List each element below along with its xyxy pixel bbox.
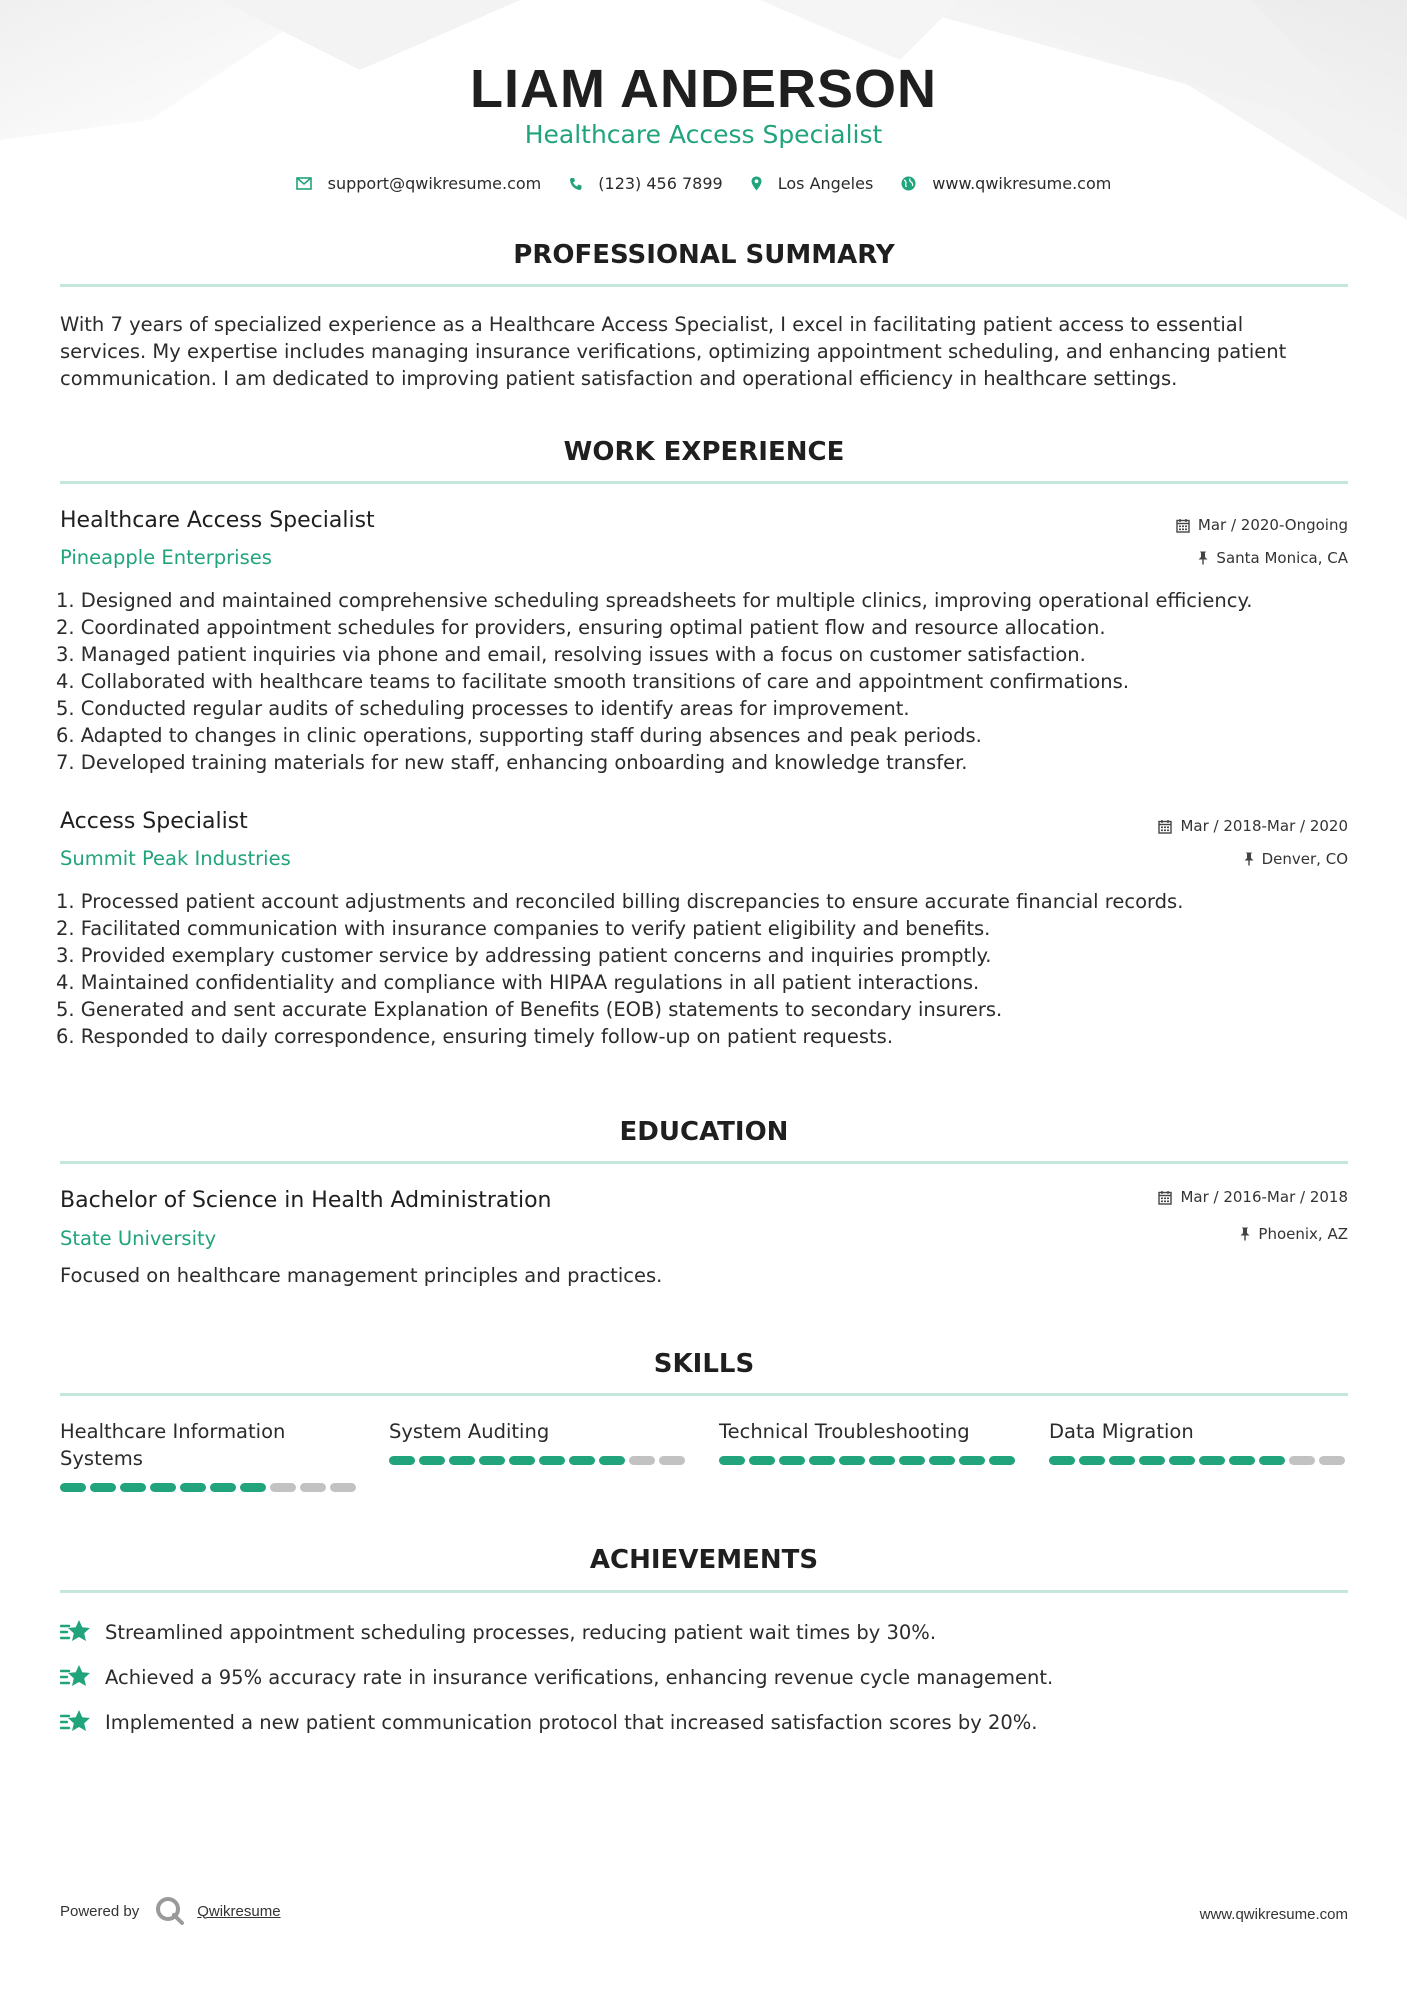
skill-segment-filled [569, 1456, 595, 1465]
skill-segment-empty [1319, 1456, 1345, 1465]
skill-segment-filled [419, 1456, 445, 1465]
duty-item: 1. Designed and maintained comprehensive scheduling spreadsheets for multiple clinics, improving operational efficiency. [56, 589, 1253, 612]
summary-line: communication. I am dedicated to improving patient satisfaction and operational efficiency in healthcare settings. [60, 367, 1178, 390]
duty-item: 2. Facilitated communication with insurance companies to verify patient eligibility and benefits. [56, 917, 991, 940]
school-name: State University [60, 1227, 217, 1250]
skill-segment-filled [959, 1456, 985, 1465]
skill-segment-filled [1109, 1456, 1135, 1465]
skill-segment-empty [300, 1483, 326, 1492]
skill-segment-filled [509, 1456, 535, 1465]
section-divider [60, 284, 1348, 287]
skill-segment-filled [899, 1456, 925, 1465]
skill-name-line: Data Migration [1049, 1420, 1194, 1443]
skill-segment-empty [659, 1456, 685, 1465]
skill-segment-filled [719, 1456, 745, 1465]
duty-item: 5. Conducted regular audits of scheduling processes to identify areas for improvement. [56, 697, 910, 720]
job-title: Access Specialist [60, 809, 248, 834]
job-dates [1158, 817, 1348, 835]
summary-line: services. My expertise includes managing insurance verifications, optimizing appointment scheduling, and enhancing patient [60, 340, 1287, 363]
job-location-text: Denver, CO [1261, 850, 1348, 868]
section-heading-achievements: ACHIEVEMENTS [589, 1545, 819, 1575]
education-dates [1158, 1188, 1348, 1206]
skill-segment-filled [1079, 1456, 1105, 1465]
phone-icon [569, 177, 582, 191]
skill-segment-filled [1139, 1456, 1165, 1465]
duty-item: 7. Developed training materials for new staff, enhancing onboarding and knowledge transfer. [56, 751, 968, 774]
contact-bar [0, 174, 1407, 193]
contact-phone[interactable] [569, 174, 722, 193]
skill-level-bar [719, 1456, 1015, 1465]
skill-name-line: Technical Troubleshooting [719, 1420, 970, 1443]
contact-email[interactable] [296, 174, 542, 193]
skill-segment-filled [929, 1456, 955, 1465]
job-duties-list [56, 888, 1356, 1050]
footer-powered-by [60, 1896, 281, 1926]
skill-segment-filled [479, 1456, 505, 1465]
powered-by-label: Powered by [60, 1902, 140, 1920]
candidate-name: LIAM ANDERSON [470, 59, 937, 119]
section-heading-education: EDUCATION [619, 1117, 789, 1147]
duty-item: 2. Coordinated appointment schedules for providers, ensuring optimal patient flow and resource allocation. [56, 616, 1106, 639]
skill-segment-empty [270, 1483, 296, 1492]
company-name: Pineapple Enterprises [60, 546, 272, 569]
skill-segment-filled [539, 1456, 565, 1465]
skill-segment-filled [150, 1483, 176, 1492]
website-text: www.qwikresume.com [932, 174, 1112, 193]
degree-title: Bachelor of Science in Health Administration [60, 1188, 552, 1213]
job-location [1244, 850, 1348, 868]
map-pin-icon [751, 176, 762, 191]
skill-segment-filled [449, 1456, 475, 1465]
section-heading-skills: SKILLS [653, 1349, 755, 1379]
section-heading-summary: PROFESSIONAL SUMMARY [513, 240, 895, 270]
summary-line: With 7 years of specialized experience as a Healthcare Access Specialist, I excel in facilitating patient access to essential [60, 313, 1244, 336]
qwikresume-link[interactable]: Qwikresume [197, 1902, 281, 1920]
skill-segment-filled [210, 1483, 236, 1492]
calendar-icon [1158, 819, 1172, 834]
location-text: Los Angeles [777, 174, 874, 193]
job-dates-text: Mar / 2018-Mar / 2020 [1180, 817, 1348, 835]
skill-segment-empty [629, 1456, 655, 1465]
skill-segment-filled [120, 1483, 146, 1492]
education-location-text: Phoenix, AZ [1258, 1225, 1348, 1243]
contact-location [751, 174, 874, 193]
duty-item: 3. Provided exemplary customer service by addressing patient concerns and inquiries promptly. [56, 944, 992, 967]
skill-level-bar [389, 1456, 685, 1465]
skill-segment-filled [389, 1456, 415, 1465]
duty-item: 6. Adapted to changes in clinic operations, supporting staff during absences and peak periods. [56, 724, 982, 747]
summary-text [60, 311, 1350, 392]
skill-segment-filled [779, 1456, 805, 1465]
calendar-icon [1176, 518, 1190, 533]
skill-name-line: System Auditing [389, 1420, 550, 1443]
achievement-text: Achieved a 95% accuracy rate in insurance verifications, enhancing revenue cycle management. [105, 1665, 1054, 1689]
section-heading-experience: WORK EXPERIENCE [563, 437, 845, 467]
duty-item: 6. Responded to daily correspondence, ensuring timely follow-up on patient requests. [56, 1025, 894, 1048]
qwikresume-logo-icon [155, 1896, 185, 1926]
job-location-text: Santa Monica, CA [1216, 549, 1348, 567]
candidate-title: Healthcare Access Specialist [524, 120, 883, 149]
skill-segment-filled [809, 1456, 835, 1465]
skill-name-line: Systems [60, 1447, 143, 1470]
skill-segment-filled [90, 1483, 116, 1492]
section-divider [60, 1590, 1348, 1593]
skill-segment-filled [869, 1456, 895, 1465]
star-icon [60, 1709, 91, 1735]
footer-website[interactable]: www.qwikresume.com [1199, 1906, 1348, 1923]
skill-level-bar [1049, 1456, 1345, 1465]
achievement-item [60, 1709, 1038, 1735]
pushpin-icon [1198, 551, 1208, 565]
skill-segment-filled [989, 1456, 1015, 1465]
skill-segment-filled [749, 1456, 775, 1465]
skill-segment-filled [1259, 1456, 1285, 1465]
skill-segment-filled [60, 1483, 86, 1492]
skill-segment-filled [1049, 1456, 1075, 1465]
skill-name [389, 1418, 689, 1445]
skill-segment-filled [839, 1456, 865, 1465]
duty-item: 3. Managed patient inquiries via phone and email, resolving issues with a focus on customer satisfaction. [56, 643, 1086, 666]
job-duties-list [56, 587, 1356, 776]
skill-segment-filled [1169, 1456, 1195, 1465]
skill-segment-filled [1199, 1456, 1225, 1465]
phone-text: (123) 456 7899 [598, 174, 723, 193]
duty-item: 4. Collaborated with healthcare teams to facilitate smooth transitions of care and appointment confirmations. [56, 670, 1130, 693]
skill-segment-empty [330, 1483, 356, 1492]
achievement-item [60, 1619, 936, 1645]
job-dates [1176, 516, 1348, 534]
skill-name-line: Healthcare Information [60, 1420, 286, 1443]
duty-item: 5. Generated and sent accurate Explanation of Benefits (EOB) statements to secondary insurers. [56, 998, 1003, 1021]
duty-item: 4. Maintained confidentiality and compliance with HIPAA regulations in all patient interactions. [56, 971, 980, 994]
skill-name [719, 1418, 1019, 1445]
company-name: Summit Peak Industries [60, 847, 291, 870]
contact-website[interactable] [901, 174, 1111, 193]
skill-level-bar [60, 1483, 356, 1492]
globe-icon [901, 176, 916, 191]
duty-item: 1. Processed patient account adjustments and reconciled billing discrepancies to ensure accurate financial records. [56, 890, 1184, 913]
skill-segment-filled [180, 1483, 206, 1492]
job-location [1198, 549, 1348, 567]
achievement-text: Streamlined appointment scheduling processes, reducing patient wait times by 30%. [105, 1620, 937, 1644]
star-icon [60, 1664, 91, 1690]
achievement-item [60, 1664, 1053, 1690]
skill-segment-filled [1229, 1456, 1255, 1465]
pushpin-icon [1240, 1227, 1250, 1241]
education-description: Focused on healthcare management principles and practices. [60, 1264, 663, 1287]
skill-segment-empty [1289, 1456, 1315, 1465]
job-title: Healthcare Access Specialist [60, 508, 375, 533]
section-divider [60, 1393, 1348, 1396]
skill-segment-filled [240, 1483, 266, 1492]
skill-name [60, 1418, 360, 1472]
education-location [1240, 1225, 1348, 1243]
section-divider [60, 481, 1348, 484]
email-text: support@qwikresume.com [327, 174, 542, 193]
achievement-text: Implemented a new patient communication protocol that increased satisfaction scores by 20%. [105, 1710, 1038, 1734]
job-dates-text: Mar / 2020-Ongoing [1197, 516, 1348, 534]
education-dates-text: Mar / 2016-Mar / 2018 [1180, 1188, 1348, 1206]
envelope-icon [296, 177, 312, 190]
pushpin-icon [1244, 852, 1254, 866]
calendar-icon [1158, 1190, 1172, 1205]
star-icon [60, 1619, 91, 1645]
section-divider [60, 1161, 1348, 1164]
skill-name [1049, 1418, 1349, 1445]
skill-segment-filled [599, 1456, 625, 1465]
